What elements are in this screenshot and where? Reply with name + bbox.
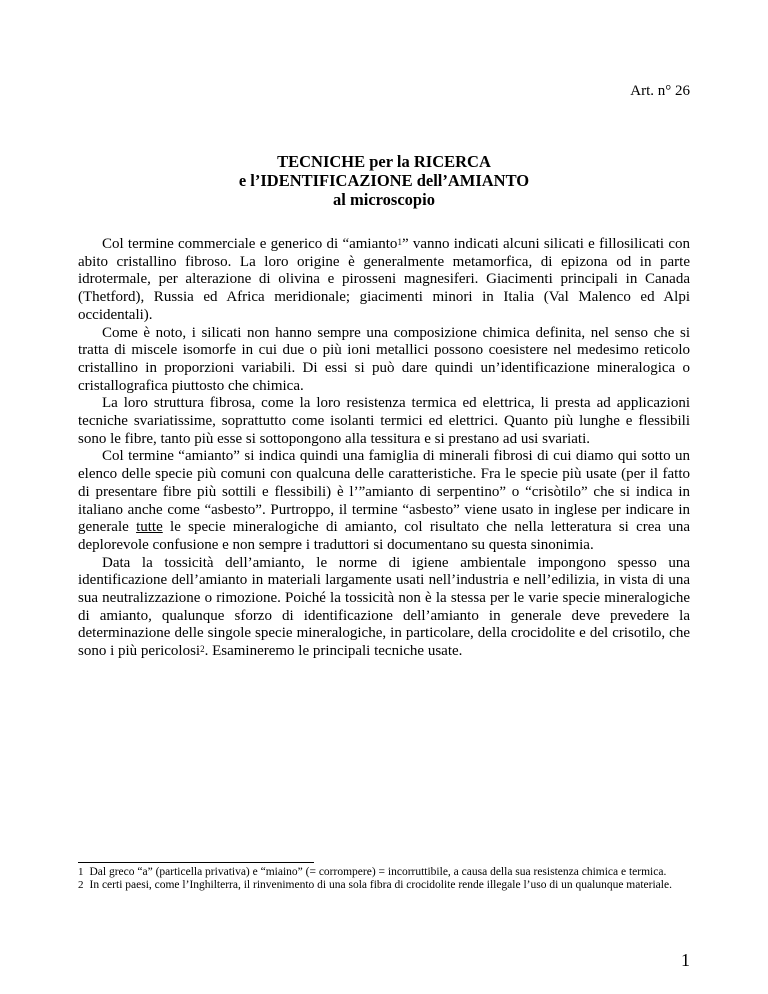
paragraph-4-text-a: Col termine “amianto” si indica quindi una famiglia di minerali fibrosi di cui diamo qui sotto un elenco delle specie più comuni con qualcuna delle caratteristiche. Fra le specie più usate (per il fatto di presentare fibre più sottili e flessibili) è l’”amianto di serpentino” o “crisòtilo” che si indica in italiano anche come “asbesto”. Purtroppo, il termine “asbesto” viene usato in inglese per indicare in generale <box>78 448 690 536</box>
footnote-ref-2: 2 <box>200 644 205 655</box>
paragraph-1 <box>78 236 690 325</box>
body-text <box>78 236 690 661</box>
paragraph-4-text-b: le specie mineralogiche di amianto, col risultato che nella letteratura si crea una deplorevole confusione e non sempre i traduttori si documentano su questa sinonimia. <box>78 519 690 553</box>
title-line-3: al microscopio <box>333 190 435 209</box>
footnote-separator <box>78 862 314 863</box>
footnote-1 <box>78 866 690 879</box>
title-line-1: TECNICHE per la RICERCA <box>277 152 491 171</box>
paragraph-5-text-a: Data la tossicità dell’amianto, le norme di igiene ambientale impongono spesso una identificazione dell’amianto in materiali largamente usati nell’industria e nell’edilizia, in vista di una sua neutralizzazione o rimozione. Poiché la tossicità non è la stessa per le varie specie mineralogiche di amianto, qualunque sforzo di identificazione dell’amianto in generale deve prevedere la determinazione delle singole specie mineralogiche, in particolare, della crocidolite e del crisotilo, che sono i più pericolosi <box>78 554 690 660</box>
footnotes <box>78 866 690 892</box>
paragraph-1-text-a: Col termine commerciale e generico di “amianto <box>102 236 398 252</box>
footnote-2 <box>78 879 690 892</box>
footnote-2-mark: 2 <box>78 879 84 891</box>
footnote-1-mark: 1 <box>78 866 84 878</box>
paragraph-5 <box>78 555 690 661</box>
footnote-2-text: In certi paesi, come l’Inghilterra, il rinvenimento di una sola fibra di crocidolite rende illegale l’uso di un qualunque materiale. <box>89 879 672 891</box>
paragraph-3: La loro struttura fibrosa, come la loro resistenza termica ed elettrica, li presta ad applicazioni tecniche svariatissime, soprattutto come isolanti termici ed elettrici. Quanto più lunghe e flessibili sono le fibre, tanto più esse si sottopongono alla tessitura e si prestano ad usi svariati. <box>78 395 690 447</box>
footnote-ref-1: 1 <box>397 237 402 247</box>
title-line-2: e l’IDENTIFICAZIONE dell’AMIANTO <box>238 171 530 190</box>
article-number: Art. n° 26 <box>630 83 690 99</box>
underlined-word: tutte <box>136 519 163 536</box>
paragraph-1-text-b: ” vanno indicati alcuni silicati e fillosilicati con abito cristallino fibroso. La loro origine è generalmente metamorfica, di epizona od in parte idrotermale, per alterazione di olivina e pirosseni magnesiferi. Giacimenti principali in Canada (Thetford), Russia ed Africa meridionale; giacimenti minori in Italia (Val Malenco ed Alpi occidentali). <box>78 236 690 323</box>
footnote-1-text: Dal greco “a” (particella privativa) e “miaino” (= corrompere) = incorruttibile, a causa della sua resistenza chimica e termica. <box>89 866 667 878</box>
document-title <box>0 152 768 209</box>
paragraph-4 <box>78 448 690 554</box>
paragraph-2: Come è noto, i silicati non hanno sempre una composizione chimica definita, nel senso che si tratta di miscele isomorfe in cui due o più ioni metallici possono coesistere nel medesimo reticolo cristallino in proporzioni variabili. Di essi si può dare quindi un’identificazione mineralogica o cristallografica piuttosto che chimica. <box>78 324 690 394</box>
paragraph-5-text-b: . Esamineremo le principali tecniche usate. <box>204 643 463 660</box>
page-number: 1 <box>681 950 690 970</box>
